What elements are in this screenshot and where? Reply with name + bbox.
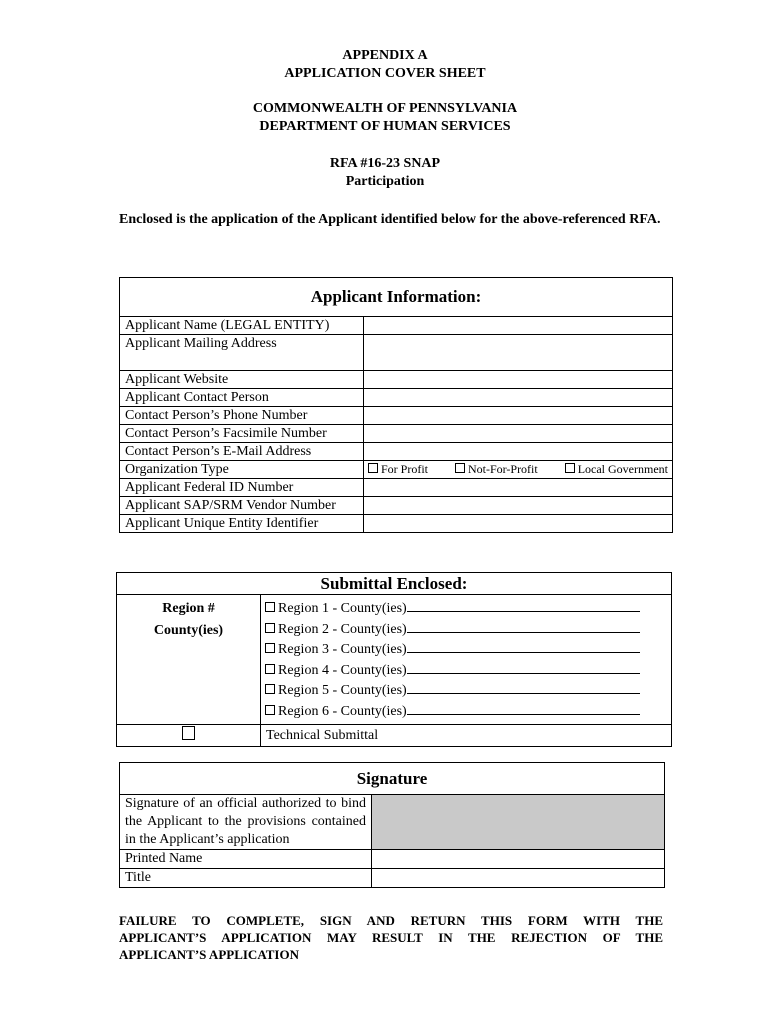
region-row[interactable]: Region 4 - County(ies) xyxy=(265,660,667,681)
region-county-header xyxy=(117,595,261,725)
for-profit-option[interactable]: For Profit xyxy=(368,461,428,478)
not-for-profit-option[interactable]: Not-For-Profit xyxy=(455,461,538,478)
title-label: Title xyxy=(120,869,372,888)
applicant-information-title: Applicant Information: xyxy=(120,278,673,317)
email-field[interactable] xyxy=(364,443,673,461)
fax-field[interactable] xyxy=(364,425,673,443)
website-label: Applicant Website xyxy=(120,371,364,389)
unique-entity-id-label: Applicant Unique Entity Identifier xyxy=(120,515,364,533)
contact-person-field[interactable] xyxy=(364,389,673,407)
failure-warning: FAILURE TO COMPLETE, SIGN AND RETURN THIS FORM WITH THE APPLICANT’S APPLICATION MAY RESULT IN THE REJECTION OF THE APPLICANT’S APPLICATION xyxy=(119,913,663,962)
sap-vendor-label: Applicant SAP/SRM Vendor Number xyxy=(120,497,364,515)
email-label: Contact Person’s E-Mail Address xyxy=(120,443,364,461)
checkbox-icon[interactable] xyxy=(265,643,275,653)
checkbox-icon[interactable] xyxy=(265,602,275,612)
official-signature-label: Signature of an official authorized to bind the Applicant to the provisions contained in the Applicant’s application xyxy=(120,795,372,850)
intro-text: Enclosed is the application of the Applicant identified below for the above-referenced RFA. xyxy=(119,212,661,227)
appendix-label: APPENDIX A xyxy=(342,48,428,63)
region-list xyxy=(261,595,672,725)
checkbox-icon[interactable] xyxy=(265,664,275,674)
checkbox-icon[interactable] xyxy=(265,684,275,694)
region-number-label: Region # xyxy=(162,601,215,616)
signature-title: Signature xyxy=(120,763,665,795)
counties-label: County(ies) xyxy=(153,623,224,638)
phone-label: Contact Person’s Phone Number xyxy=(120,407,364,425)
federal-id-label: Applicant Federal ID Number xyxy=(120,479,364,497)
checkbox-icon[interactable] xyxy=(455,463,465,473)
website-field[interactable] xyxy=(364,371,673,389)
region-row[interactable]: Region 3 - County(ies) xyxy=(265,639,667,660)
mailing-address-field[interactable] xyxy=(364,335,673,371)
mailing-address-label: Applicant Mailing Address xyxy=(120,335,364,371)
rfa-subtitle: Participation xyxy=(345,174,425,189)
local-government-option[interactable]: Local Government xyxy=(565,461,668,478)
applicant-legal-name-field[interactable] xyxy=(364,317,673,335)
region-row[interactable]: Region 5 - County(ies) xyxy=(265,680,667,701)
department-heading: DEPARTMENT OF HUMAN SERVICES xyxy=(259,119,511,134)
organization-type-label: Organization Type xyxy=(120,461,364,479)
applicant-legal-name-label: Applicant Name (LEGAL ENTITY) xyxy=(120,317,364,335)
printed-name-field[interactable] xyxy=(372,850,665,869)
region-row[interactable]: Region 6 - County(ies) xyxy=(265,701,667,722)
fax-label: Contact Person’s Facsimile Number xyxy=(120,425,364,443)
applicant-information-table xyxy=(119,277,673,533)
checkbox-icon[interactable] xyxy=(565,463,575,473)
organization-type-options xyxy=(364,461,673,479)
sap-vendor-field[interactable] xyxy=(364,497,673,515)
region-row[interactable]: Region 2 - County(ies) xyxy=(265,619,667,640)
submittal-table xyxy=(116,572,672,747)
phone-field[interactable] xyxy=(364,407,673,425)
region-row[interactable]: Region 1 - County(ies) xyxy=(265,598,667,619)
sheet-title: APPLICATION COVER SHEET xyxy=(284,66,486,81)
title-field[interactable] xyxy=(372,869,665,888)
technical-submittal-label: Technical Submittal xyxy=(261,725,672,747)
submittal-title: Submittal Enclosed: xyxy=(117,573,672,595)
unique-entity-id-field[interactable] xyxy=(364,515,673,533)
rfa-number: RFA #16-23 SNAP xyxy=(329,156,441,171)
checkbox-icon[interactable] xyxy=(182,726,195,740)
technical-submittal-checkbox-cell[interactable] xyxy=(117,725,261,747)
contact-person-label: Applicant Contact Person xyxy=(120,389,364,407)
printed-name-label: Printed Name xyxy=(120,850,372,869)
official-signature-field[interactable] xyxy=(372,795,665,850)
checkbox-icon[interactable] xyxy=(368,463,378,473)
signature-table xyxy=(119,762,665,888)
checkbox-icon[interactable] xyxy=(265,623,275,633)
federal-id-field[interactable] xyxy=(364,479,673,497)
commonwealth-heading: COMMONWEALTH OF PENNSYLVANIA xyxy=(252,101,518,116)
checkbox-icon[interactable] xyxy=(265,705,275,715)
